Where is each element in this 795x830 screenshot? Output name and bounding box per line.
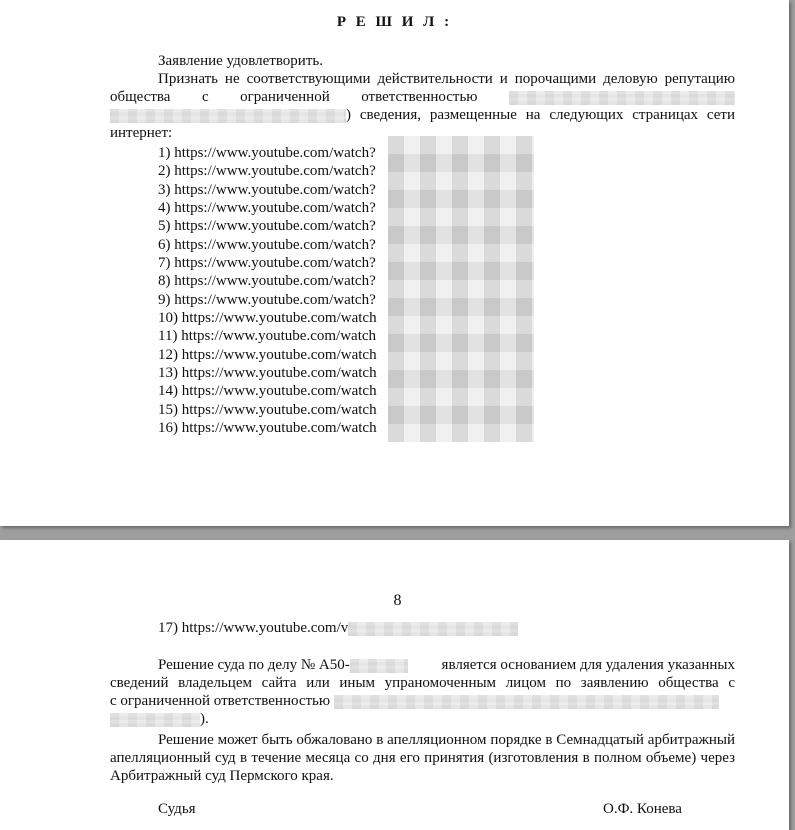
- case-number-prefix: Решение суда по делу № А50-: [158, 657, 350, 673]
- redacted-case-number: [350, 659, 408, 673]
- judge-title: Судья: [158, 801, 196, 817]
- list-item: 5) https://www.youtube.com/watch?: [158, 218, 376, 235]
- list-item: 6) https://www.youtube.com/watch?: [158, 236, 376, 253]
- list-item: 8) https://www.youtube.com/watch?: [158, 273, 376, 290]
- paragraph-basis-line1: [158, 656, 735, 674]
- redacted-company-details: [110, 713, 200, 727]
- paragraph-recognize: [110, 70, 735, 142]
- url-list: [158, 144, 377, 438]
- paragraph-recognize-tail: интернет:: [110, 125, 173, 141]
- page-number: 8: [393, 592, 402, 609]
- paragraph-appeal: Решение может быть обжаловано в апелляционном порядке в Семнадцатый арбитражный апелляционный суд в течение месяца со дня его принятия (изготовления в полном объеме) через Арбитражный суд Пермского края.: [110, 732, 735, 784]
- judge-name: О.Ф. Конева: [603, 801, 682, 817]
- redacted-url: [348, 622, 518, 636]
- list-item: 16) https://www.youtube.com/watch: [158, 420, 377, 437]
- paragraph-basis-line3: [110, 692, 719, 710]
- list-item: 3) https://www.youtube.com/watch?: [158, 181, 376, 198]
- list-item: 7) https://www.youtube.com/watch?: [158, 255, 376, 272]
- paragraph-basis-end: ).: [200, 711, 209, 727]
- paragraph-recognize-start: Признать не соответствующими действительности и порочащими деловую репутацию общества с ограниченной ответственностью: [110, 71, 735, 105]
- list-item: 14) https://www.youtube.com/watch: [158, 383, 377, 400]
- redacted-company-details: [110, 109, 346, 123]
- list-item: 10) https://www.youtube.com/watch: [158, 310, 377, 327]
- paragraph-basis-company-prefix: с ограниченной ответственностью: [110, 693, 331, 709]
- decision-heading: Р Е Ш И Л :: [336, 14, 453, 30]
- list-item: 13) https://www.youtube.com/watch: [158, 365, 377, 382]
- redacted-company-name: [334, 695, 719, 709]
- paragraph-recognize-end: ) сведения, размещенные на следующих страницах сети: [346, 107, 735, 123]
- paragraph-basis-part2: является основанием для удаления указанных: [441, 657, 735, 673]
- paragraph-grant: Заявление удовлетворить.: [158, 53, 323, 69]
- list-item: 15) https://www.youtube.com/watch: [158, 401, 377, 418]
- list-item: 2) https://www.youtube.com/watch?: [158, 163, 376, 180]
- paragraph-basis-line4: [110, 710, 209, 728]
- list-item: 11) https://www.youtube.com/watch: [158, 328, 377, 345]
- url-item-17: [158, 619, 518, 637]
- paragraph-basis-line2: сведений владельцем сайта или иным упраномоченным лицом по заявлению общества с: [110, 675, 735, 691]
- list-item: 1) https://www.youtube.com/watch?: [158, 145, 376, 161]
- list-item: 9) https://www.youtube.com/watch?: [158, 291, 376, 308]
- redacted-url-mosaic: [388, 136, 534, 442]
- redacted-company-name: [509, 91, 735, 105]
- list-item: 4) https://www.youtube.com/watch?: [158, 200, 376, 217]
- list-item: 17) https://www.youtube.com/v: [158, 620, 349, 636]
- list-item: 12) https://www.youtube.com/watch: [158, 346, 377, 363]
